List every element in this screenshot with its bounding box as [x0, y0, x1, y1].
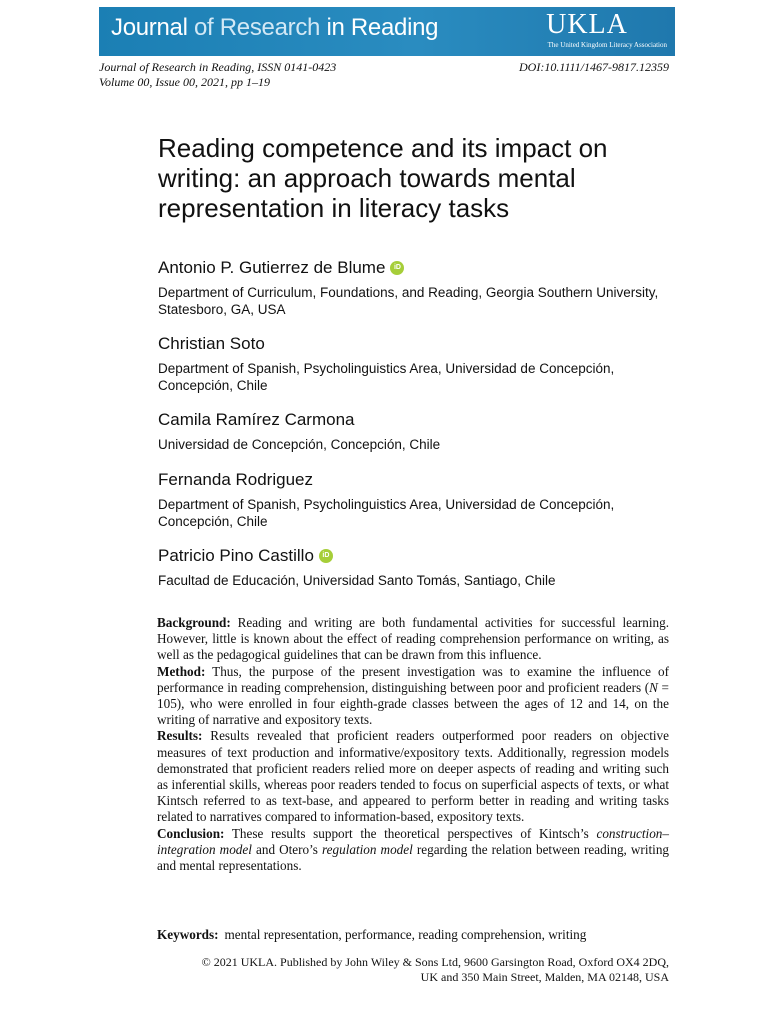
author-name-text: Antonio P. Gutierrez de Blume: [158, 258, 386, 277]
copyright-line-2: UK and 350 Main Street, Malden, MA 02148, USA: [420, 970, 669, 984]
method-text: = 105), who were enrolled in four eighth-grade classes between the ages of 12 and 14, on the writing of narrative and expository texts.: [157, 679, 669, 728]
conclusion-model-name: construction–integration model: [157, 825, 669, 857]
method-label: Method:: [157, 663, 206, 679]
results-label: Results:: [157, 728, 203, 744]
copyright-line-1: © 2021 UKLA. Published by John Wiley & Sons Ltd, 9600 Garsington Road, Oxford OX4 2DQ,: [201, 955, 669, 969]
author-name: [158, 545, 333, 567]
sample-size-symbol: N: [649, 679, 658, 695]
conclusion-text: and Otero’s: [251, 841, 323, 857]
author-entry: [158, 545, 678, 590]
journal-title-part1: Journal: [111, 14, 194, 41]
author-name-text: Fernanda Rodriguez: [158, 470, 313, 489]
ukla-logo: UKLA: [546, 9, 628, 40]
background-text: Reading and writing are both fundamental activities for successful learning. However, little is known about the effect of reading comprehension performance on writing, as well as the pedagogical guidelines that can be drawn from this influence.: [157, 615, 669, 663]
author-entry: [158, 469, 678, 530]
copyright-notice: [109, 955, 669, 985]
keywords-label: Keywords:: [157, 927, 219, 942]
article-title: Reading competence and its impact on writing: an approach towards mental representation in literacy tasks: [158, 133, 608, 223]
journal-title-part3: in Reading: [326, 14, 439, 41]
ukla-subtitle: The United Kingdom Literacy Association: [547, 41, 667, 49]
author-name-text: Christian Soto: [158, 334, 265, 353]
citation-info: [99, 60, 336, 90]
author-affiliation: Department of Spanish, Psycholinguistics Area, Universidad de Concepción, Concepción, Chile: [158, 361, 615, 393]
conclusion-model-name: regulation model: [322, 841, 413, 857]
author-name: [158, 257, 404, 279]
conclusion-text: These results support the theoretical perspectives of Kintsch’s: [224, 825, 597, 841]
citation-line-2: Volume 00, Issue 00, 2021, pp 1–19: [99, 75, 270, 89]
author-name: [158, 333, 265, 355]
keywords: [157, 927, 677, 943]
conclusion-label: Conclusion:: [157, 825, 225, 841]
author-entry: [158, 409, 678, 454]
author-affiliation: Universidad de Concepción, Concepción, Chile: [158, 437, 441, 452]
abstract-conclusion: [157, 826, 669, 875]
author-affiliation: Department of Curriculum, Foundations, and Reading, Georgia Southern University, Statesboro, GA, USA: [158, 285, 659, 317]
abstract-method: [157, 664, 669, 729]
abstract-results: [157, 728, 669, 825]
author-name-text: Camila Ramírez Carmona: [158, 410, 355, 429]
author-name: [158, 469, 313, 491]
method-text: Thus, the purpose of the present investigation was to examine the influence of performance in reading comprehension, distinguishing between poor and proficient readers (: [157, 663, 669, 695]
author-name-text: Patricio Pino Castillo: [158, 546, 314, 565]
abstract-background: [157, 615, 669, 664]
keywords-list: mental representation, performance, reading comprehension, writing: [224, 927, 587, 942]
publisher-logo: [507, 10, 667, 49]
author-name: [158, 409, 355, 431]
orcid-icon[interactable]: iD: [319, 549, 333, 563]
author-entry: [158, 257, 678, 318]
doi[interactable]: DOI:10.1111/1467-9817.12359: [519, 60, 669, 74]
results-text: Results revealed that proficient readers outperformed poor readers on objective measures of text production and informative/expository texts. Additionally, regression models demonstrated that proficient readers relied more on deeper aspects of reading and writing such as inferential skills, whereas poor readers tended to focus on superficial aspects of texts, or what Kintsch referred to as text-base, and appeared to perform better in reading and writing tasks related to narratives compared to information-based, expository texts.: [157, 728, 669, 825]
background-label: Background:: [157, 615, 231, 630]
citation-line-1: Journal of Research in Reading, ISSN 0141-0423: [99, 60, 337, 74]
abstract: [157, 615, 669, 874]
author-affiliation: Facultad de Educación, Universidad Santo Tomás, Santiago, Chile: [158, 573, 556, 588]
journal-title-part2: of Research: [193, 14, 327, 41]
conclusion-text: regarding the relation between reading, writing and mental representations.: [157, 841, 670, 874]
author-affiliation: Department of Spanish, Psycholinguistics Area, Universidad de Concepción, Concepción, Chile: [158, 497, 615, 529]
journal-title: [111, 14, 438, 42]
journal-banner: [99, 7, 675, 56]
author-entry: [158, 333, 678, 394]
orcid-icon[interactable]: iD: [390, 261, 404, 275]
